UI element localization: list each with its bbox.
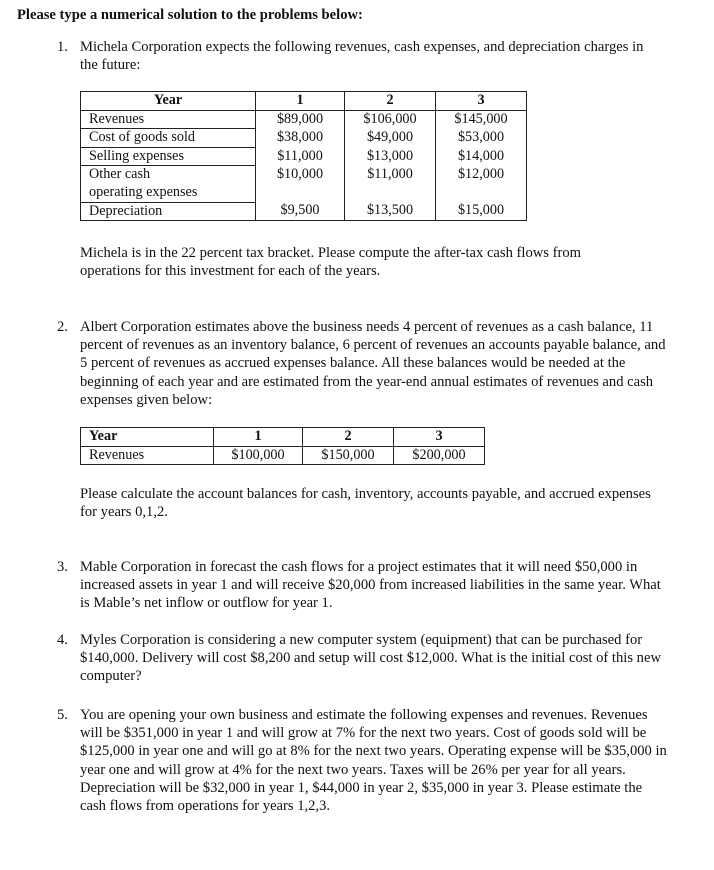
table-cell: $38,000: [256, 129, 345, 148]
problem-2-table: [80, 427, 485, 465]
problem-5-text: You are opening your own business and estimate the following expenses and revenues. Revenues will be $351,000 in year 1 and will grow at 7% for the next two years. Cost of goods sold will be $125,000 in year one and will go at 8% for the next two years. Operating expense will be $35,000 in year one and will grow at 4% for the next two years. Taxes will be 26% per year for all years. Depreciation will be $32,000 in year 1, $44,000 in year 2, $35,000 in year 3. Please estimate the cash flows from operations for years 1,2,3.: [80, 707, 667, 815]
table-row: [81, 147, 527, 166]
table-cell: $200,000: [394, 446, 485, 465]
table-cell: $11,000: [345, 166, 436, 202]
problem-2-intro: Albert Corporation estimates above the business needs 4 percent of revenues as a cash balance, 11 percent of revenues as an inventory balance, 6 percent of revenues an accounts payable balance, and 5 percent of revenues as accrued expenses balance. All these balances would be needed at the beginning of each year and are estimated from the year-end annual estimates of revenues and cash expenses given below:: [80, 319, 666, 408]
row-label: Cost of goods sold: [81, 129, 256, 148]
table-row: [81, 166, 527, 202]
table-row: [81, 129, 527, 148]
page-heading: Please type a numerical solution to the problems below:: [17, 7, 363, 23]
table-cell: $13,500: [345, 202, 436, 221]
row-label: [81, 166, 256, 202]
problem-4-text: Myles Corporation is considering a new computer system (equipment) that can be purchased for $140,000. Delivery will cost $8,200 and setup will cost $12,000. What is the initial cost of this new computer?: [80, 632, 661, 685]
table-cell: $14,000: [436, 147, 527, 166]
problem-5-number: 5.: [57, 707, 68, 723]
table-cell: $53,000: [436, 129, 527, 148]
year-2-header: 2: [303, 428, 394, 447]
table-cell: $12,000: [436, 166, 527, 202]
table-cell: $9,500: [256, 202, 345, 221]
table-cell: $100,000: [214, 446, 303, 465]
table-row: [81, 446, 485, 465]
year-header: Year: [81, 428, 214, 447]
problem-2-question: Please calculate the account balances for cash, inventory, accounts payable, and accrued expenses for years 0,1,2.: [80, 486, 651, 521]
row-label: Revenues: [81, 110, 256, 129]
problem-1-number: 1.: [57, 39, 68, 55]
row-label: Revenues: [81, 446, 214, 465]
problem-1-intro: Michela Corporation expects the following revenues, cash expenses, and depreciation charges in the future:: [80, 39, 644, 74]
problem-3-number: 3.: [57, 559, 68, 575]
table-cell: $10,000: [256, 166, 345, 202]
table-cell: $11,000: [256, 147, 345, 166]
year-header: Year: [81, 92, 256, 111]
problem-1-question: Michela is in the 22 percent tax bracket. Please compute the after-tax cash flows from operations for this investment for each of the years.: [80, 245, 581, 280]
problem-4-number: 4.: [57, 632, 68, 648]
table-cell: $15,000: [436, 202, 527, 221]
table-cell: $106,000: [345, 110, 436, 129]
problem-2-number: 2.: [57, 319, 68, 335]
table-cell: $150,000: [303, 446, 394, 465]
table-cell: $49,000: [345, 129, 436, 148]
problem-1-table: [80, 91, 527, 221]
year-3-header: 3: [436, 92, 527, 111]
table-row: [81, 110, 527, 129]
table-row: [81, 202, 527, 221]
problem-3-text: Mable Corporation in forecast the cash flows for a project estimates that it will need $50,000 in increased assets in year 1 and will receive $20,000 from increased liabilities in the same year. What is Mable’s net inflow or outflow for year 1.: [80, 559, 661, 612]
row-label-line-1: Other cash: [89, 166, 151, 183]
year-2-header: 2: [345, 92, 436, 111]
table-cell: $89,000: [256, 110, 345, 129]
year-3-header: 3: [394, 428, 485, 447]
row-label: Depreciation: [81, 202, 256, 221]
table-cell: $145,000: [436, 110, 527, 129]
year-1-header: 1: [214, 428, 303, 447]
year-1-header: 1: [256, 92, 345, 111]
row-label: Selling expenses: [81, 147, 256, 166]
row-label-line-2: operating expenses: [89, 183, 198, 200]
table-cell: $13,000: [345, 147, 436, 166]
